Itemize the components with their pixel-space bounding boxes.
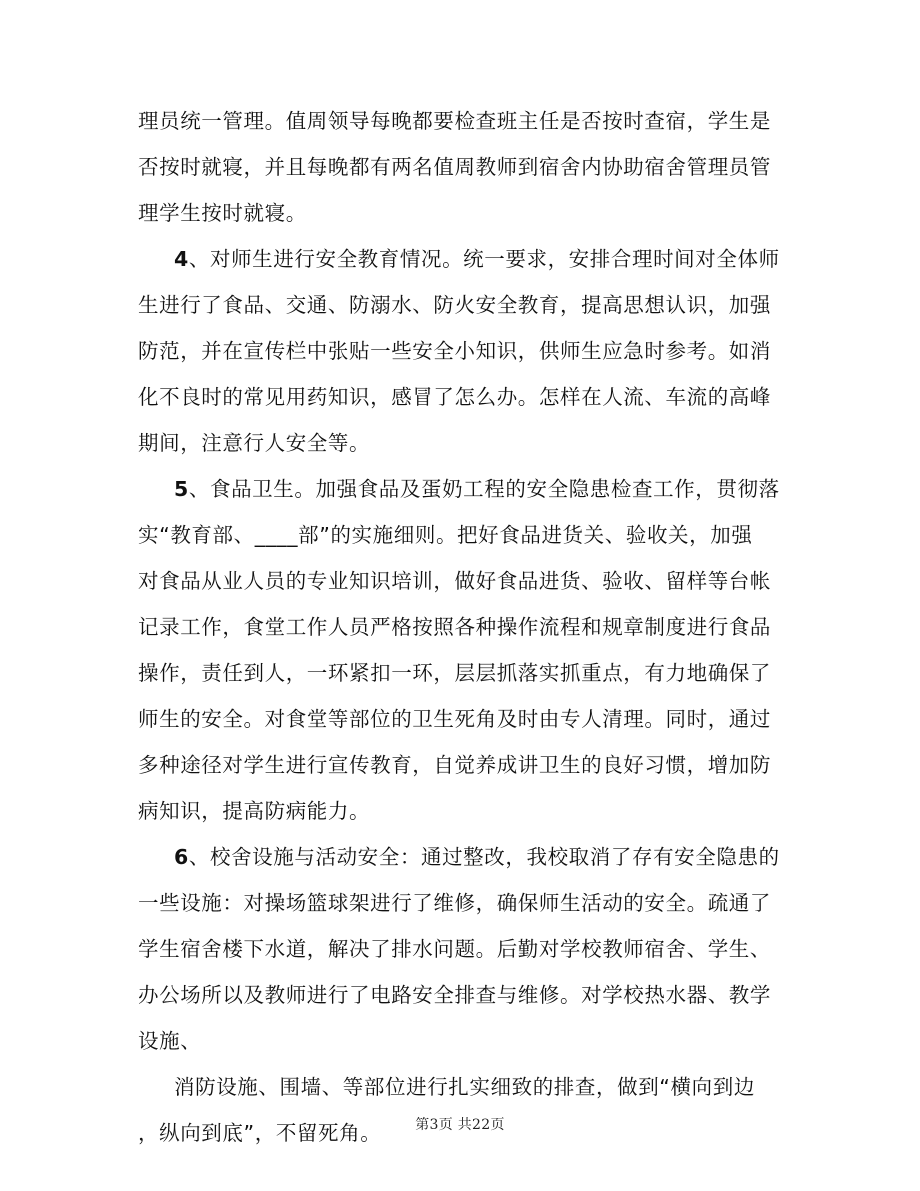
text-line: 防范，并在宣传栏中张贴一些安全小知识，供师生应急时参考。如消	[138, 339, 771, 363]
text-line: ，纵向到底”，不留死角。	[138, 1121, 382, 1145]
text-line: 期间，注意行人安全等。	[138, 431, 371, 455]
text-line: 否按时就寝，并且每晚都有两名值周教师到宿舍内协助宿舍管理员管	[138, 155, 771, 179]
section-number: 4	[174, 247, 189, 271]
paragraph-6	[138, 834, 788, 1064]
text-line	[138, 466, 788, 512]
section-first-line: 、校舍设施与活动安全：通过整改，我校取消了存有安全隐患的	[188, 845, 780, 869]
paragraph-1	[138, 98, 788, 236]
page-footer: 第3页 共22页	[415, 1117, 505, 1133]
text-line	[138, 834, 788, 880]
text-line: 对食品从业人员的专业知识培训，做好食品进货、验收、留样等台帐	[138, 569, 771, 593]
section-number: 5	[174, 477, 189, 501]
text-line: 办公场所以及教师进行了电路安全排查与维修。对学校热水器、教学	[138, 983, 771, 1007]
text-line: 实“教育部、____部”的实施细则。把好食品进货关、验收关，加强	[138, 523, 753, 547]
body-text	[138, 98, 788, 1156]
paragraph-6-continued	[138, 1064, 788, 1156]
text-line: 化不良时的常见用药知识，感冒了怎么办。怎样在人流、车流的高峰	[138, 385, 771, 409]
section-number: 6	[174, 845, 189, 869]
text-line: 记录工作，食堂工作人员严格按照各种操作流程和规章制度进行食品	[138, 615, 771, 639]
text-line: 消防设施、围墙、等部位进行扎实细致的排查，做到“横向到边	[174, 1075, 755, 1099]
text-line: 设施、	[138, 1029, 202, 1053]
text-line: 病知识，提高防病能力。	[138, 799, 371, 823]
section-first-line: 、食品卫生。加强食品及蛋奶工程的安全隐患检查工作，贯彻落	[188, 477, 780, 501]
paragraph-5	[138, 466, 788, 834]
text-line: 操作，责任到人，一环紧扣一环，层层抓落实抓重点，有力地确保了	[138, 661, 771, 685]
text-line: 理员统一管理。值周领导每晚都要检查班主任是否按时查宿，学生是	[138, 109, 771, 133]
text-line: 理学生按时就寝。	[138, 201, 307, 225]
text-line: 学生宿舍楼下水道，解决了排水问题。后勤对学校教师宿舍、学生、	[138, 937, 771, 961]
section-first-line: 、对师生进行安全教育情况。统一要求，安排合理时间对全体师	[188, 247, 780, 271]
text-line	[138, 236, 788, 282]
text-line: 多种途径对学生进行宣传教育，自觉养成讲卫生的良好习惯，增加防	[138, 753, 771, 777]
text-line: 生进行了食品、交通、防溺水、防火安全教育，提高思想认识，加强	[138, 293, 771, 317]
text-line: 师生的安全。对食堂等部位的卫生死角及时由专人清理。同时，通过	[138, 707, 771, 731]
paragraph-4	[138, 236, 788, 466]
text-line: 一些设施：对操场篮球架进行了维修，确保师生活动的安全。疏通了	[138, 891, 771, 915]
